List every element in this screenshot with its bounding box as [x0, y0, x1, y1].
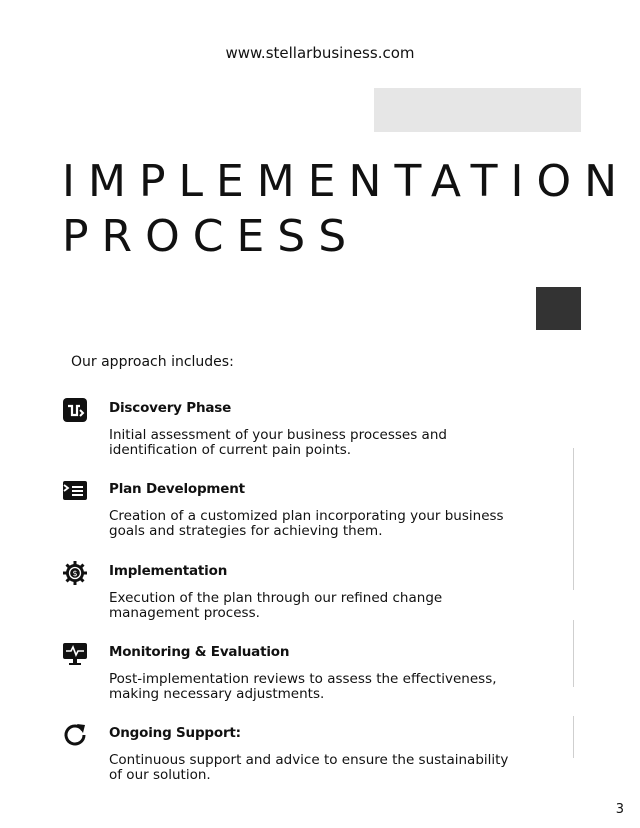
- step-title: Plan Development: [109, 481, 245, 497]
- page-number: 3: [615, 802, 624, 817]
- step-title: Discovery Phase: [109, 400, 232, 416]
- step-description: Execution of the plan through our refined change management process.: [109, 590, 443, 621]
- gear-dollar-icon: [62, 560, 88, 586]
- step-title: Monitoring & Evaluation: [109, 644, 290, 660]
- step-title: Ongoing Support:: [109, 725, 241, 741]
- intro-text: Our approach includes:: [71, 354, 234, 370]
- decorative-rule: [573, 620, 574, 687]
- decorative-rule: [573, 448, 574, 590]
- step-description: Creation of a customized plan incorporating your business goals and strategies for achieving them.: [109, 508, 504, 539]
- svg-text:$: $: [72, 569, 78, 578]
- step-description: Initial assessment of your business processes and identification of current pain points.: [109, 427, 447, 458]
- decorative-rule: [573, 716, 574, 758]
- monitor-pulse-icon: [62, 641, 88, 667]
- step-description: Post-implementation reviews to assess the effectiveness, making necessary adjustments.: [109, 671, 497, 702]
- page-title-line-2: PROCESS: [62, 211, 360, 262]
- decorative-dark-square: [536, 287, 581, 330]
- discovery-icon: [62, 397, 88, 423]
- refresh-icon: [62, 722, 88, 748]
- step-description: Continuous support and advice to ensure the sustainability of our solution.: [109, 752, 509, 783]
- page-title-line-1: IMPLEMENTATION: [62, 156, 631, 207]
- decorative-gray-block: [374, 88, 581, 132]
- plan-list-icon: [62, 478, 88, 504]
- page-title: [62, 154, 630, 264]
- website-url: www.stellarbusiness.com: [225, 44, 415, 62]
- step-title: Implementation: [109, 563, 228, 579]
